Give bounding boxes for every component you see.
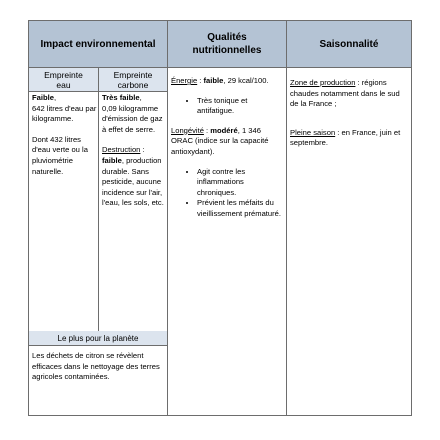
planete-cell	[32, 351, 164, 383]
eau-detail: Dont 432 litres d'eau verte ou la pluviométrie naturelle.	[32, 134, 88, 176]
header-saison	[287, 21, 411, 67]
longevite-level: modéré	[210, 125, 238, 135]
planete-header	[29, 331, 167, 345]
subheader-carbone	[99, 68, 167, 91]
energie-bullet: • Très tonique et antifatigue.	[197, 96, 284, 117]
header-qualites-line2: nutritionnelles	[192, 45, 262, 56]
longevite-bullet: • Prévient les méfaits du vieillissement prématuré.	[197, 198, 284, 219]
col-divider-2	[286, 21, 287, 415]
header-qualites	[168, 21, 286, 67]
subheader-eau-line1: Empreinte	[44, 69, 83, 80]
zone-text: : régions chaudes notamment dans le sud de la France ;	[290, 78, 400, 109]
carbone-cell: Très faible, 0,09 kilogramme d'émission de gaz à effet de serre. Destruction : faible, production durable. Sans pesticide, aucune incidence sur l'air, l'eau, les sols, etc.	[102, 93, 166, 209]
subheader-carbone-line2: carbone	[117, 79, 149, 90]
energie-level: faible	[203, 76, 224, 85]
carbone-destruction-sep: :	[140, 145, 145, 155]
subheader-divider	[29, 91, 167, 92]
carbone-amount: 0,09 kilogramme d'émission de gaz à effet de serre.	[102, 103, 163, 134]
carbone-destruction-level: faible	[102, 155, 122, 165]
header-impact-text: Impact environnemental	[40, 38, 156, 50]
header-impact	[29, 21, 167, 67]
subheader-eau-text	[44, 70, 83, 90]
energie-value: , 29 kcal/100.	[223, 76, 269, 85]
saison-cell	[290, 78, 409, 149]
planete-divider-bottom	[29, 345, 167, 346]
subheader-eau	[29, 68, 98, 91]
carbone-destruction-title: Destruction	[102, 145, 141, 155]
pleine-text: : en France, juin et septembre.	[290, 127, 401, 148]
subcol-divider	[98, 68, 99, 331]
subheader-eau-line2: eau	[56, 79, 71, 90]
longevite-value: , 1 346 ORAC (indice sur la capacité antioxydant).	[171, 125, 269, 156]
eau-amount: 642 litres d'eau par kilogramme.	[32, 103, 97, 124]
qualites-cell	[171, 76, 284, 220]
energie-label: Énergie	[171, 76, 198, 85]
carbone-level: Très faible	[102, 93, 140, 102]
subheader-carbone-line1: Empreinte	[113, 69, 153, 80]
longevite-bullet: • Agit contre les inflammations chroniques.	[197, 167, 284, 199]
energie-sep: :	[197, 76, 204, 85]
carbone-destruction-text: , production durable. Sans pesticide, aucune incidence sur l'air, l'eau, les sols, etc.	[102, 155, 164, 208]
zone-label: Zone de production	[290, 78, 356, 87]
col-divider-1	[167, 21, 168, 415]
subheader-carbone-text	[114, 70, 153, 90]
header-saison-text: Saisonnalité	[319, 38, 379, 50]
longevite-label: Longévité	[171, 125, 204, 135]
fiche-table	[28, 20, 412, 416]
longevite-bullets	[171, 167, 284, 220]
planete-text: Les déchets de citron se révèlent efficaces dans le nettoyage des terres agricoles contaminées.	[32, 351, 160, 382]
pleine-label: Pleine saison	[290, 127, 336, 137]
longevite-sep: :	[203, 125, 211, 135]
eau-level: Faible	[32, 93, 54, 102]
eau-cell: Faible, 642 litres d'eau par kilogramme. Dont 432 litres d'eau verte ou la pluviométrie naturelle.	[32, 93, 97, 176]
planete-title: Le plus pour la planète	[57, 333, 139, 343]
header-qualites-text	[193, 31, 262, 57]
energie-bullets	[171, 96, 284, 117]
header-qualites-line1: Qualités	[207, 32, 247, 43]
